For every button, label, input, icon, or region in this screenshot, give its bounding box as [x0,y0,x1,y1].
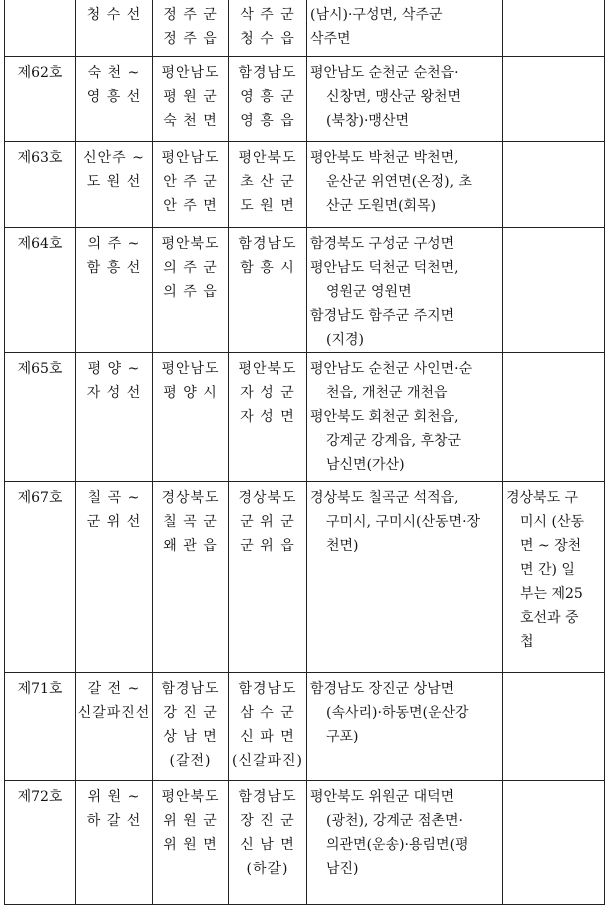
end-point-cell-line: 군 위 군 [240,514,295,530]
route-table [4,0,605,905]
via-points-cell-line: 천읍, 개천군 개천읍 [326,385,448,401]
end-point-cell-line: 군 위 읍 [240,538,295,554]
via-points-cell-line: 남신면(가산) [326,457,405,473]
end-point-cell [229,781,307,905]
via-points-cell-line: 구포) [326,729,359,745]
start-point-cell-line: 평 원 군 [163,89,218,105]
via-points-cell-line: 영원군 영원면 [326,284,412,300]
route-number-cell [5,482,76,673]
route-name-cell [76,57,153,142]
route-name-cell-line: 평 양 ~ [87,361,141,377]
via-points-cell-line: 평안북도 박천군 박천면, [310,150,459,166]
start-point-cell-line: 평안남도 [161,65,220,81]
table-row [5,673,605,781]
via-points-cell-line: 삭주면 [310,31,351,47]
start-point-cell-line: 정 주 읍 [163,31,218,47]
remark-cell [503,353,605,482]
route-name-cell-line: 위 원 ~ [87,789,141,805]
route-name-cell [76,781,153,905]
end-point-cell-line: 함경남도 [238,236,297,252]
end-point-cell [229,57,307,142]
remark-cell [503,482,605,673]
route-name-cell-line: 신안주 ~ [83,150,145,166]
via-points-cell-line: 경상북도 칠곡군 석적읍, [310,490,459,506]
route-number: 제71호 [17,681,63,697]
via-points-cell-line: 의관면(운송)·용림면(평 [326,837,469,853]
route-name-cell [76,673,153,781]
via-points-cell-line: 남진) [326,861,359,877]
route-name-cell-line: 칠 곡 ~ [87,490,141,506]
route-name-cell [76,142,153,228]
end-point-cell-line: 영 흥 군 [240,89,295,105]
via-points-cell-line: 신창면, 맹산군 왕천면 [326,89,462,105]
end-point-cell-line: 장 진 군 [240,813,295,829]
remark-cell [503,57,605,142]
route-number-cell [5,142,76,228]
route-name-cell-line: 자 성 선 [86,385,142,401]
route-name-cell-line: 군 위 선 [86,514,142,530]
remark-cell-line: 경상북도 구 [506,490,579,506]
end-point-cell-line: 평안북도 [238,361,297,377]
remark-cell [503,228,605,353]
route-name-cell [76,228,153,353]
remark-cell [503,142,605,228]
start-point-cell-line: 왜 관 읍 [163,538,218,554]
via-points-cell-line: 평안남도 순천군 사인면·순 [310,361,473,377]
via-points-cell [307,353,503,482]
route-number: 제62호 [17,65,63,81]
remark-cell-line: 면 ~ 장천 [520,538,582,554]
start-point-cell-line: 평안남도 [161,150,220,166]
start-point-cell-line: 경상북도 [161,490,220,506]
end-point-cell-line: 삭 주 군 [240,7,295,23]
via-points-cell-line: (북창)·맹산면 [326,113,409,129]
end-point-cell-line: 함경남도 [238,789,297,805]
end-point-cell-line: 삼 수 군 [240,705,295,721]
via-points-cell-line: 평안남도 덕천군 덕천면, [310,260,459,276]
route-name-cell [76,0,153,57]
table-row [5,0,605,57]
end-point-cell [229,228,307,353]
start-point-cell-line: 안 주 면 [163,198,218,214]
via-points-cell-line: (광천), 강계군 점촌면· [326,813,463,829]
via-points-cell-line: (남시)·구성면, 삭주군 [310,7,443,23]
via-points-cell-line: (지경) [326,332,364,348]
route-name-cell-line: 함 흥 선 [86,260,142,276]
route-number: 제65호 [17,361,63,377]
end-point-cell-line: 경상북도 [238,490,297,506]
end-point-cell-line: 신 파 면 [240,729,295,745]
end-point-cell [229,673,307,781]
end-point-cell-line: 자 성 면 [240,409,295,425]
via-points-cell-line: 평안북도 회천군 회천읍, [310,409,459,425]
table-row [5,482,605,673]
via-points-cell-line: 운산군 위연면(온정), 초 [326,174,472,190]
via-points-cell [307,142,503,228]
start-point-cell-line: 함경남도 [161,681,220,697]
end-point-cell-line: (하갈) [246,861,289,877]
route-number-cell [5,781,76,905]
route-number: 제63호 [17,150,63,166]
start-point-cell-line: 평 양 시 [163,385,218,401]
route-name-cell-line: 하 갈 선 [86,813,142,829]
start-point-cell-line: 의 주 읍 [163,284,218,300]
end-point-cell [229,0,307,57]
start-point-cell-line: 위 원 면 [163,837,218,853]
remark-cell-line: 면 간) 일 [520,562,575,578]
end-point-cell-line: 자 성 군 [240,385,295,401]
via-points-cell [307,228,503,353]
remark-cell [503,673,605,781]
remark-cell-line: 첩 [520,634,534,650]
end-point-cell-line: 영 흥 읍 [240,113,295,129]
end-point-cell [229,142,307,228]
via-points-cell-line: 천면) [326,538,359,554]
remark-cell-line: 부는 제25 [520,586,583,602]
via-points-cell-line: 함경남도 장진군 상남면 [310,681,455,697]
start-point-cell-line: 강 진 군 [163,705,218,721]
start-point-cell-line: 정 주 군 [163,7,218,23]
end-point-cell-line: 초 산 군 [240,174,295,190]
remark-cell [503,0,605,57]
table-row [5,781,605,905]
route-name-cell [76,482,153,673]
via-points-cell-line: 함경남도 함주군 주지면 [310,308,455,324]
start-point-cell-line: 위 원 군 [163,813,218,829]
table-row [5,57,605,142]
start-point-cell-line: 칠 곡 군 [163,514,218,530]
route-number-cell [5,0,76,57]
start-point-cell [153,482,229,673]
end-point-cell [229,353,307,482]
route-number-cell [5,673,76,781]
via-points-cell-line: (속사리)·하동면(운산강 [326,705,469,721]
start-point-cell-line: 숙 천 면 [163,113,218,129]
start-point-cell-line: 평안남도 [161,361,220,377]
remark-cell-line: 호선과 중 [520,610,579,626]
via-points-cell-line: 구미시, 구미시(산동면·장 [326,514,481,530]
start-point-cell [153,781,229,905]
start-point-cell-line: 상 남 면 [163,729,218,745]
end-point-cell-line: 도 원 면 [240,198,295,214]
via-points-cell-line: 평안남도 순천군 순천읍· [310,65,459,81]
start-point-cell-line: 평안북도 [161,236,220,252]
via-points-cell-line: 산군 도원면(회목) [326,198,437,214]
end-point-cell [229,482,307,673]
start-point-cell [153,353,229,482]
end-point-cell-line: (신갈파진) [231,753,304,769]
route-name-cell-line: 의 주 ~ [87,236,141,252]
start-point-cell [153,0,229,57]
route-number: 제64호 [17,236,63,252]
remark-cell [503,781,605,905]
start-point-cell [153,142,229,228]
route-name-cell-line: 갈 전 ~ [87,681,141,697]
via-points-cell-line: 강계군 강계읍, 후창군 [326,433,462,449]
start-point-cell [153,57,229,142]
route-number-cell [5,228,76,353]
via-points-cell [307,781,503,905]
route-name-cell-line: 영 흥 선 [86,89,142,105]
end-point-cell-line: 함경남도 [238,65,297,81]
table-row [5,142,605,228]
route-number: 제72호 [17,789,63,805]
table-row [5,353,605,482]
end-point-cell-line: 신 남 면 [240,837,295,853]
table-row [5,228,605,353]
start-point-cell-line: 안 주 군 [163,174,218,190]
route-name-cell-line: 청 수 선 [86,7,142,23]
start-point-cell-line: (갈전) [169,753,212,769]
route-name-cell-line: 숙 천 ~ [87,65,141,81]
start-point-cell [153,673,229,781]
remark-cell-line: 미시 (산동 [520,514,585,530]
via-points-cell-line: 평안북도 위원군 대덕면 [310,789,455,805]
start-point-cell-line: 평안북도 [161,789,220,805]
via-points-cell [307,57,503,142]
start-point-cell-line: 의 주 군 [163,260,218,276]
route-number-cell [5,353,76,482]
via-points-cell [307,0,503,57]
route-number: 제67호 [17,490,63,506]
start-point-cell [153,228,229,353]
route-table-body [5,0,605,905]
via-points-cell [307,482,503,673]
end-point-cell-line: 함 흥 시 [240,260,295,276]
end-point-cell-line: 평안북도 [238,150,297,166]
end-point-cell-line: 청 수 읍 [240,31,295,47]
via-points-cell-line: 함경북도 구성군 구성면 [310,236,455,252]
route-name-cell-line: 신갈파진선 [77,705,151,721]
route-name-cell-line: 도 원 선 [86,174,142,190]
route-name-cell [76,353,153,482]
end-point-cell-line: 함경남도 [238,681,297,697]
route-number-cell [5,57,76,142]
via-points-cell [307,673,503,781]
